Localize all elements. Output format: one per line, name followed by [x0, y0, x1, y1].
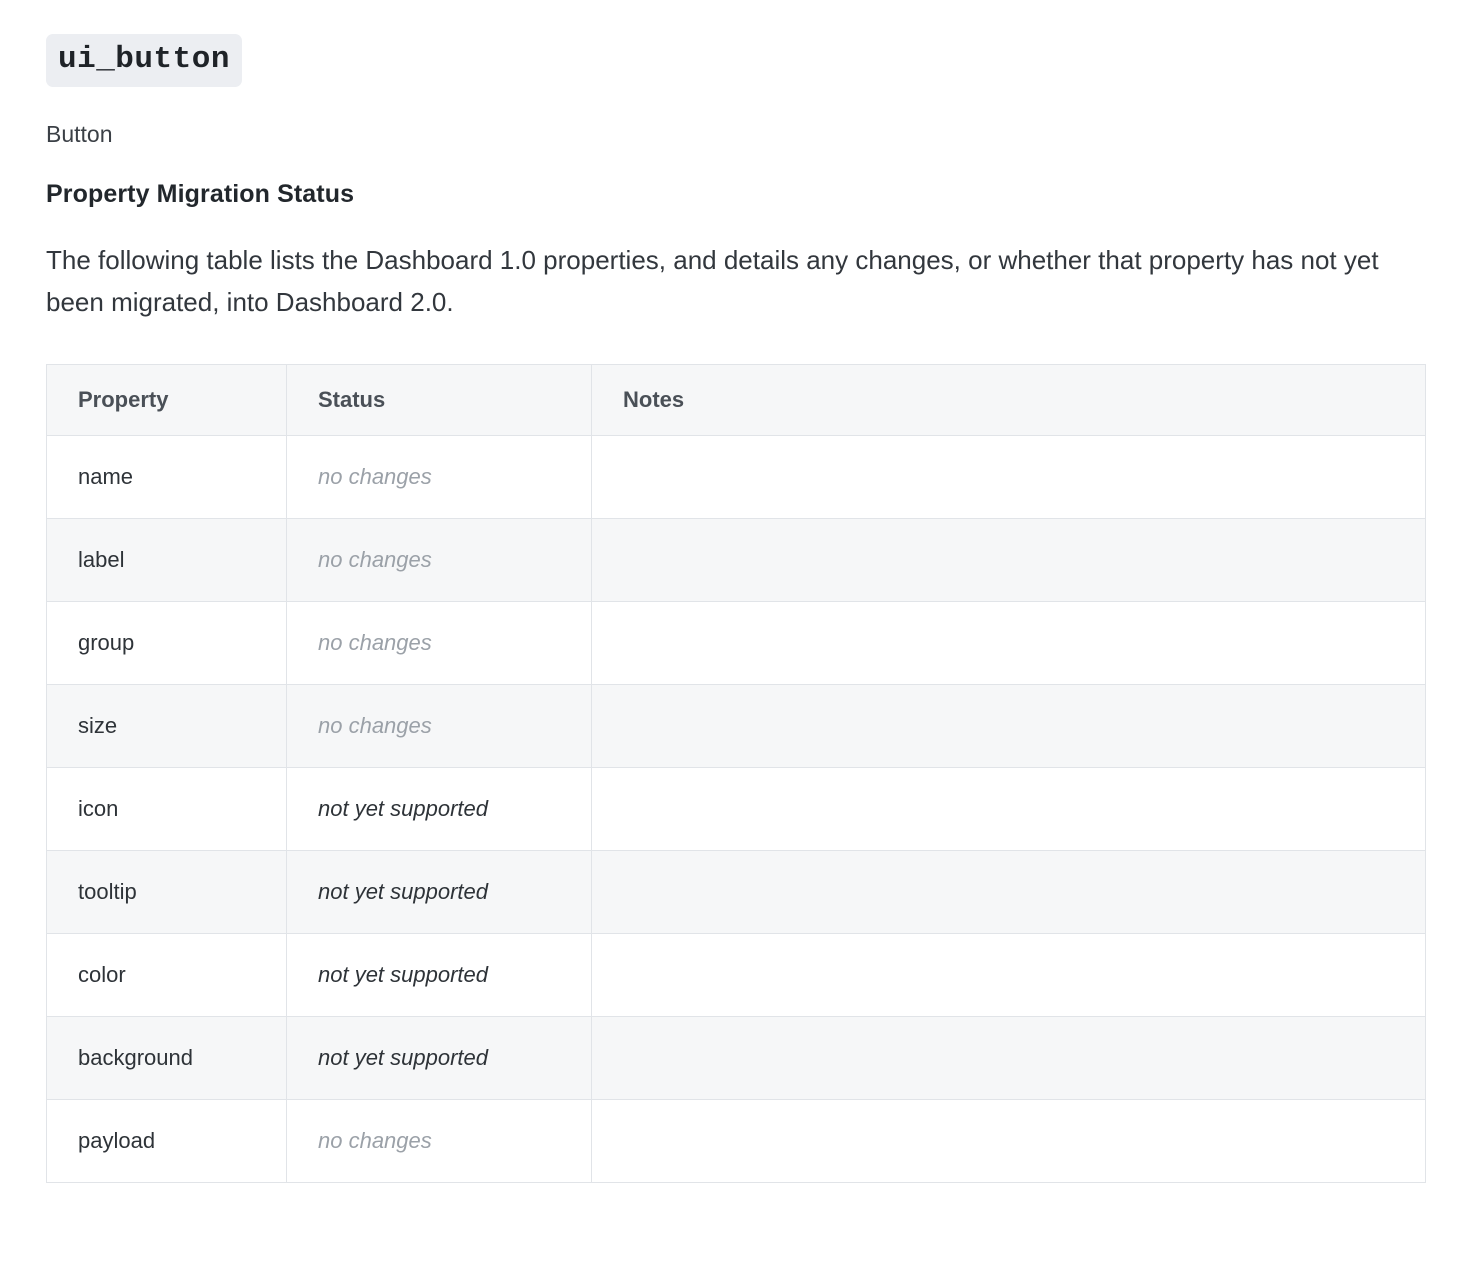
table-body: [47, 435, 1426, 1182]
cell-property: payload: [47, 1099, 287, 1182]
cell-property: size: [47, 684, 287, 767]
table-header-row: [47, 364, 1426, 435]
table-header: [47, 364, 1426, 435]
cell-notes: [592, 601, 1426, 684]
cell-notes: [592, 435, 1426, 518]
table-row: [47, 850, 1426, 933]
cell-status: no changes: [287, 601, 592, 684]
cell-status: no changes: [287, 1099, 592, 1182]
column-header-status: Status: [287, 364, 592, 435]
cell-status: not yet supported: [287, 933, 592, 1016]
table-row: [47, 767, 1426, 850]
cell-status: not yet supported: [287, 1016, 592, 1099]
component-description: Button: [46, 120, 113, 147]
table-row: [47, 601, 1426, 684]
intro-paragraph: The following table lists the Dashboard 1.0 properties, and details any changes, or whether that property has not yet been migrated, into Dashboard 2.0.: [46, 245, 1379, 318]
column-header-notes: Notes: [592, 364, 1426, 435]
cell-notes: [592, 933, 1426, 1016]
table-row: [47, 435, 1426, 518]
section-heading-property-migration-status: Property Migration Status: [46, 180, 355, 209]
cell-property: background: [47, 1016, 287, 1099]
cell-notes: [592, 518, 1426, 601]
cell-status: no changes: [287, 684, 592, 767]
cell-property: name: [47, 435, 287, 518]
table-row: [47, 1016, 1426, 1099]
cell-notes: [592, 850, 1426, 933]
cell-status: no changes: [287, 435, 592, 518]
cell-property: icon: [47, 767, 287, 850]
cell-status: not yet supported: [287, 850, 592, 933]
cell-property: color: [47, 933, 287, 1016]
property-migration-table: [46, 364, 1426, 1183]
table-row: [47, 684, 1426, 767]
table-row: [47, 933, 1426, 1016]
cell-notes: [592, 684, 1426, 767]
cell-notes: [592, 1099, 1426, 1182]
cell-status: not yet supported: [287, 767, 592, 850]
table-row: [47, 518, 1426, 601]
cell-notes: [592, 767, 1426, 850]
cell-property: label: [47, 518, 287, 601]
column-header-property: Property: [47, 364, 287, 435]
page-title: ui_button: [46, 34, 242, 87]
cell-property: tooltip: [47, 850, 287, 933]
cell-property: group: [47, 601, 287, 684]
cell-status: no changes: [287, 518, 592, 601]
cell-notes: [592, 1016, 1426, 1099]
table-row: [47, 1099, 1426, 1182]
